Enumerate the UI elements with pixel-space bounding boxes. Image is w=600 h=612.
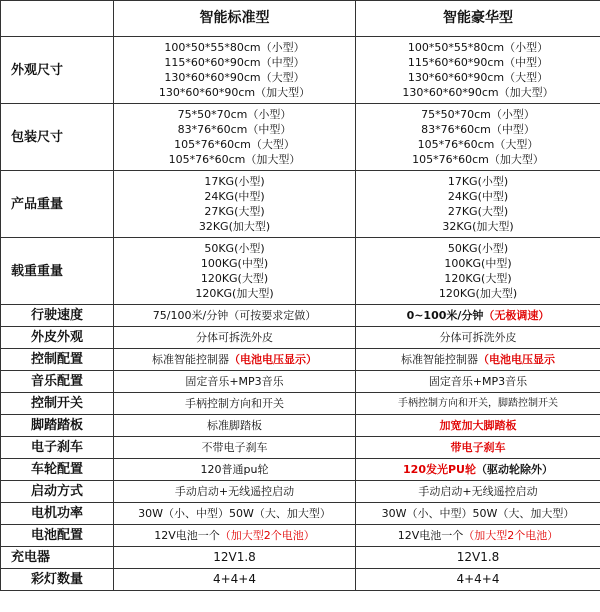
row-label-skin: 外皮外观 [1,327,114,349]
table-row [1,393,600,415]
product-weight-luxury: 17KG(小型) 24KG(中型) 27KG(大型) 32KG(加大型) [356,171,600,238]
pedal-luxury: 加宽加大脚踏板 [356,415,600,437]
music-standard: 固定音乐+MP3音乐 [114,371,356,393]
table-row [1,104,600,171]
row-label-battery: 电池配置 [1,525,114,547]
wheel-luxury: 120发光PU轮（驱动轮除外） [356,459,600,481]
motor-luxury: 30W（小、中型）50W（大、加大型） [356,503,600,525]
header-row [1,1,600,37]
brake-luxury: 带电子刹车 [356,437,600,459]
charger-standard: 12V1.8 [114,547,356,569]
row-label-motor: 电机功率 [1,503,114,525]
header-empty-cell [1,1,114,37]
load-weight-luxury: 50KG(小型) 100KG(中型) 120KG(大型) 120KG(加大型) [356,238,600,305]
table-row [1,503,600,525]
start-luxury: 手动启动+无线遥控启动 [356,481,600,503]
header-standard: 智能标准型 [114,1,356,37]
row-label-pedal: 脚踏踏板 [1,415,114,437]
table-row [1,37,600,104]
outer-size-luxury: 100*50*55*80cm（小型） 115*60*60*90cm（中型） 130*60*60*90cm（大型） 130*60*60*90cm（加大型） [356,37,600,104]
row-label-switch: 控制开关 [1,393,114,415]
brake-standard: 不带电子刹车 [114,437,356,459]
row-label-brake: 电子刹车 [1,437,114,459]
charger-luxury: 12V1.8 [356,547,600,569]
skin-luxury: 分体可拆洗外皮 [356,327,600,349]
skin-standard: 分体可拆洗外皮 [114,327,356,349]
row-label-speed: 行驶速度 [1,305,114,327]
battery-standard: 12V电池一个（加大型2个电池） [114,525,356,547]
table-row [1,437,600,459]
motor-standard: 30W（小、中型）50W（大、加大型） [114,503,356,525]
row-label-start: 启动方式 [1,481,114,503]
row-label-load-weight: 载重重量 [1,238,114,305]
speed-luxury: 0~100米/分钟（无极调速） [356,305,600,327]
row-label-lights: 彩灯数量 [1,569,114,591]
table-row [1,238,600,305]
table-row [1,547,600,569]
table-row [1,371,600,393]
control-luxury: 标准智能控制器（电池电压显示 [356,349,600,371]
music-luxury: 固定音乐+MP3音乐 [356,371,600,393]
table-row [1,481,600,503]
outer-size-standard: 100*50*55*80cm（小型） 115*60*60*90cm（中型） 130*60*60*90cm（大型） 130*60*60*90cm（加大型） [114,37,356,104]
table-row [1,525,600,547]
load-weight-standard: 50KG(小型) 100KG(中型) 120KG(大型) 120KG(加大型) [114,238,356,305]
wheel-standard: 120普通pu轮 [114,459,356,481]
product-weight-standard: 17KG(小型) 24KG(中型) 27KG(大型) 32KG(加大型) [114,171,356,238]
table-row [1,171,600,238]
row-label-product-weight: 产品重量 [1,171,114,238]
table-row [1,415,600,437]
package-size-standard: 75*50*70cm（小型） 83*76*60cm（中型） 105*76*60cm（大型） 105*76*60cm（加大型） [114,104,356,171]
header-luxury: 智能豪华型 [356,1,600,37]
lights-luxury: 4+4+4 [356,569,600,591]
control-standard: 标准智能控制器（电池电压显示） [114,349,356,371]
start-standard: 手动启动+无线遥控启动 [114,481,356,503]
table-row [1,349,600,371]
table-row [1,459,600,481]
switch-standard: 手柄控制方向和开关 [114,393,356,415]
switch-luxury: 手柄控制方向和开关，脚踏控制开关 [356,393,600,415]
row-label-outer-size: 外观尺寸 [1,37,114,104]
pedal-standard: 标准脚踏板 [114,415,356,437]
table-row [1,305,600,327]
row-label-control: 控制配置 [1,349,114,371]
battery-luxury: 12V电池一个（加大型2个电池） [356,525,600,547]
lights-standard: 4+4+4 [114,569,356,591]
row-label-music: 音乐配置 [1,371,114,393]
row-label-package-size: 包装尺寸 [1,104,114,171]
table-row [1,327,600,349]
package-size-luxury: 75*50*70cm（小型） 83*76*60cm（中型） 105*76*60cm（大型） 105*76*60cm（加大型） [356,104,600,171]
table-row [1,569,600,591]
speed-standard: 75/100米/分钟（可按要求定做） [114,305,356,327]
row-label-wheel: 车轮配置 [1,459,114,481]
row-label-charger: 充电器 [1,547,114,569]
